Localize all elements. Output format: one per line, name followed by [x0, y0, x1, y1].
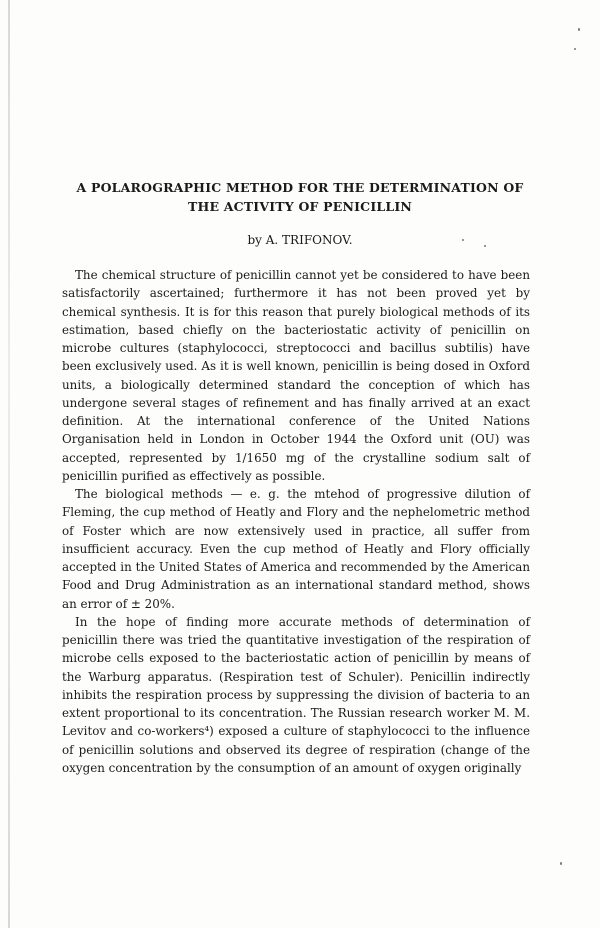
- paragraph-1: The chemical structure of penicillin cannot yet be considered to have been satisfactorily ascertained; furthermore it has not been proved yet by chemical synthesis. It is for this reason that purely biological methods of its estimation, based chiefly on the bacteriostatic activity of penicillin on microbe cultures (staphylococci, streptococci and bacillus subtilis) have been exclusively used. As it is well known, penicillin is being dosed in Oxford units, a biologically determined standard the conception of which has undergone several stages of refinement and has finally arrived at an exact definition. At the international conference of the United Nations Organisation held in London in October 1944 the Oxford unit (OU) was accepted, represented by 1/1650 mg of the crystalline sodium salt of penicillin purified as effectively as possible.: [62, 268, 530, 483]
- article-author: by A. TRIFONOV.: [247, 233, 353, 247]
- article-title: [40, 178, 560, 216]
- scan-speck: [574, 48, 576, 50]
- paragraph-3: In the hope of finding more accurate methods of determination of penicillin there was tried the quantitative investigation of the respiration of microbe cells exposed to the bacteriostatic action of penicillin by means of the Warburg apparatus. (Respiration test of Schuler). Penicillin indirectly inhibits the respiration process by suppressing the division of bacteria to an extent proportional to its concentration. The Russian research worker M. M. Levitov and co-workers⁴) exposed a culture of staphylococci to the influence of penicillin solutions and observed its degree of respiration (change of the oxygen concentration by the consumption of an amount of oxygen originally: [62, 614, 530, 775]
- paragraph-2: The biological methods — e. g. the mtehod of progressive dilution of Fleming, the cup method of Heatly and Flory and the nephelometric method of Foster which are now extensively used in practice, all suffer from insufficient accuracy. Even the cup method of Heatly and Flory officially accepted in the United States of America and recommended by the American Food and Drug Administration as an international standard method, shows an error of ± 20%.: [62, 487, 530, 611]
- page-edge-shadow: [8, 0, 10, 928]
- article-body: [62, 266, 530, 777]
- scan-speck: [578, 28, 580, 31]
- scan-speck: [560, 862, 562, 865]
- article-title-line-2: THE ACTIVITY OF PENICILLIN: [187, 199, 413, 214]
- article-title-line-1: A POLAROGRAPHIC METHOD FOR THE DETERMINATION OF: [76, 180, 524, 195]
